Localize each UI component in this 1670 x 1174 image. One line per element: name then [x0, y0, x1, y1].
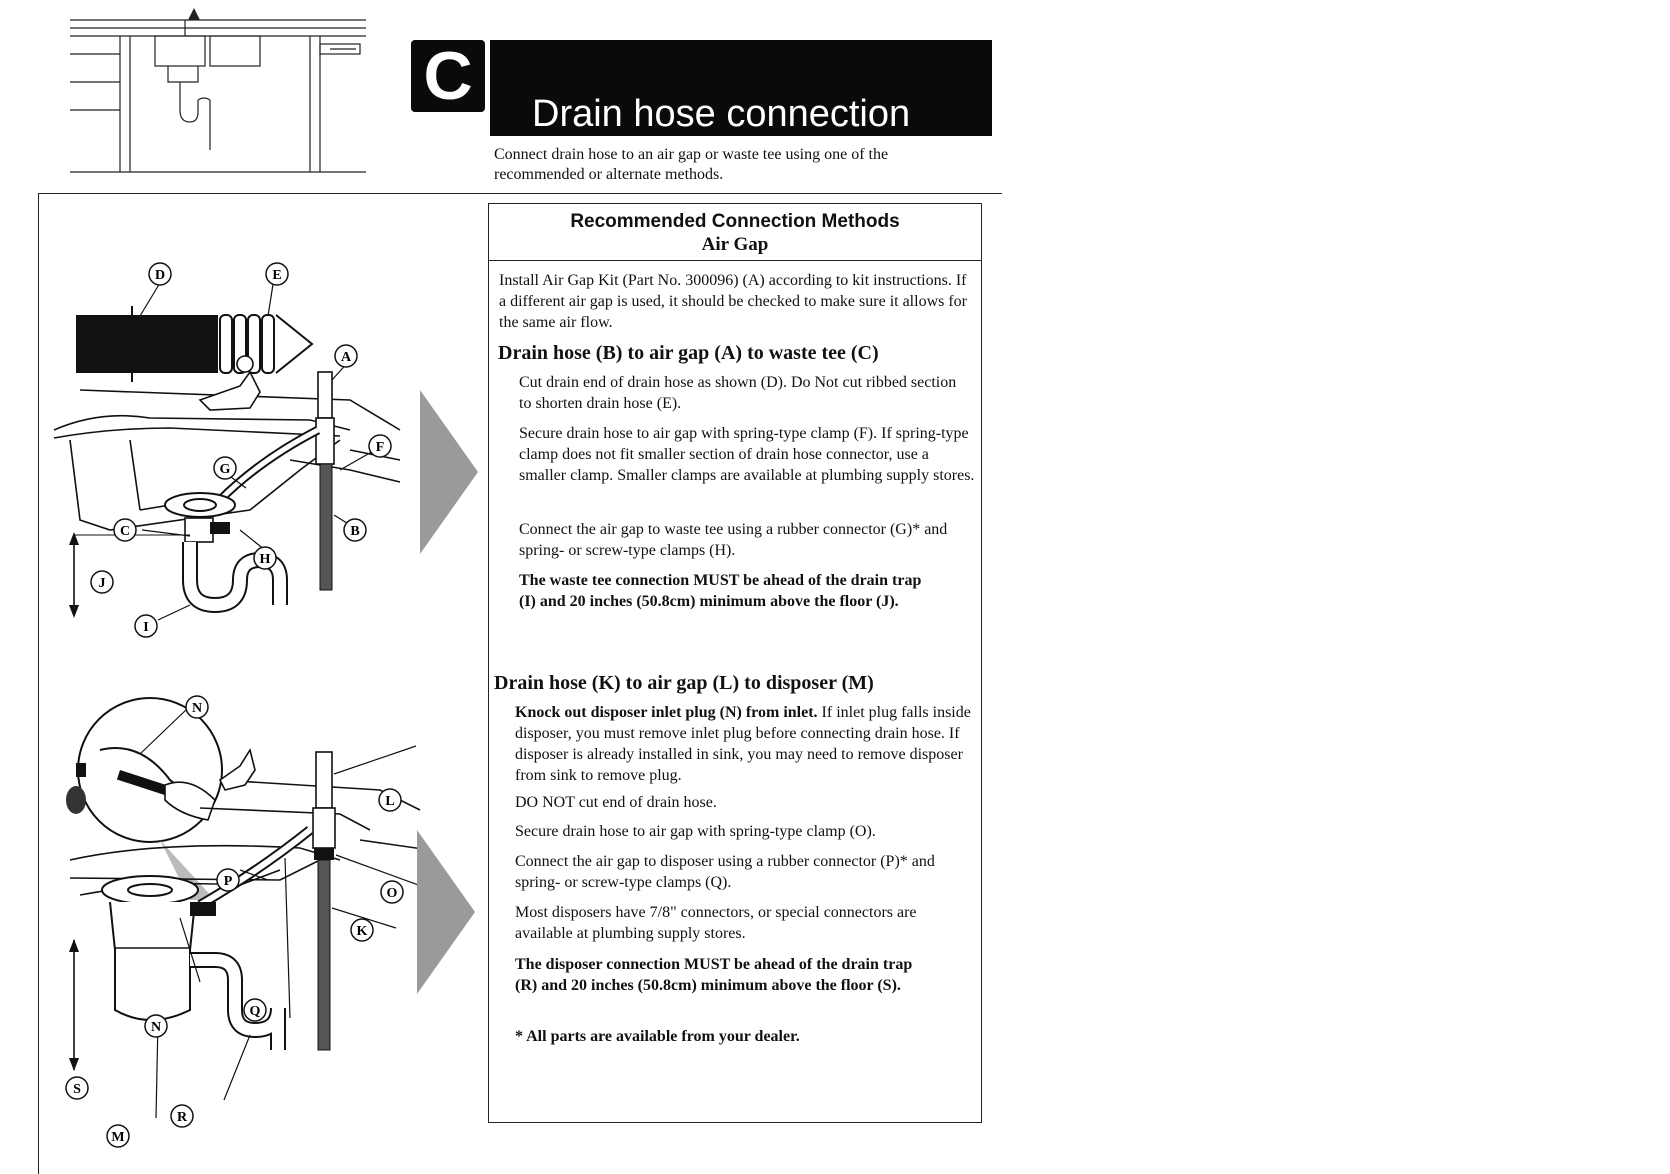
- method2-step1-rest: If inlet plug falls inside disposer, you must remove inlet plug before connecting drain hose. If disposer is already installed in sink, you may need to remove disposer from sink to remove plug.: [515, 704, 971, 784]
- callout-E: E: [272, 268, 282, 283]
- method2-step5: Most disposers have 7/8" connectors, or special connectors are available at plumbing supply stores.: [515, 904, 917, 942]
- callout-H: H: [259, 552, 271, 567]
- callout-N: N: [191, 701, 203, 716]
- section-title-bar: [490, 40, 992, 136]
- intro-text: Connect drain hose to an air gap or waste tee using one of the recommended or alternate methods.: [494, 146, 889, 183]
- disposer-illustration: [40, 690, 430, 1160]
- callout-I: I: [143, 620, 149, 635]
- arrow-bottom: [417, 830, 475, 994]
- method2-warning: The disposer connection MUST be ahead of the drain trap (R) and 20 inches (50.8cm) minimum above the floor (S).: [515, 956, 913, 994]
- callout-D: D: [154, 268, 166, 283]
- callout-R: R: [176, 1110, 188, 1125]
- install-note: Install Air Gap Kit (Part No. 300096) (A) according to kit instructions. If a different air gap is used, it should be checked to make sure it allows for the same air flow.: [499, 272, 968, 331]
- callout-B: B: [350, 524, 360, 539]
- method2-step2: DO NOT cut end of drain hose.: [515, 794, 717, 811]
- callout-P: P: [223, 874, 233, 889]
- arrow-top: [420, 390, 478, 554]
- method1-step3: Connect the air gap to waste tee using a rubber connector (G)* and spring- or screw-type clamps (H).: [519, 521, 948, 559]
- box-subheading: Air Gap: [701, 234, 769, 255]
- callout-Q: Q: [249, 1004, 261, 1019]
- callout-F: F: [375, 440, 385, 455]
- method1-title: Drain hose (B) to air gap (A) to waste tee (C): [498, 342, 879, 364]
- method1-step2: Secure drain hose to air gap with spring-type clamp (F). If spring-type clamp does not fit smaller section of drain hose connector, use a smaller clamp. Smaller clamps are available at plumbing supply stores.: [519, 425, 975, 484]
- sink-cabinet-sketch: [70, 0, 370, 180]
- callout-L: L: [385, 794, 395, 809]
- method2-step1: [515, 702, 971, 786]
- box-heading: Recommended Connection Methods: [570, 211, 900, 232]
- callout-A: A: [340, 350, 352, 365]
- method2-step4: Connect the air gap to disposer using a rubber connector (P)* and spring- or screw-type clamps (Q).: [515, 853, 935, 891]
- callout-J: J: [98, 576, 106, 591]
- section-divider: [38, 193, 1002, 194]
- callout-N-inlet: N: [150, 1020, 162, 1035]
- method1-warning: The waste tee connection MUST be ahead of the drain trap (I) and 20 inches (50.8cm) minimum above the floor (J).: [519, 572, 922, 610]
- callout-C: C: [119, 524, 131, 539]
- parts-note: * All parts are available from your dealer.: [515, 1028, 800, 1045]
- callout-S: S: [73, 1082, 81, 1097]
- waste-tee-illustration: [50, 260, 420, 640]
- method1-step1: Cut drain end of drain hose as shown (D). Do Not cut ribbed section to shorten drain hose (E).: [519, 374, 957, 412]
- method2-title: Drain hose (K) to air gap (L) to disposer (M): [494, 672, 874, 694]
- section-title: Drain hose connection: [532, 93, 911, 135]
- method2-step3: Secure drain hose to air gap with spring-type clamp (O).: [515, 823, 876, 840]
- connection-methods-box: [488, 203, 982, 1123]
- callout-O: O: [386, 886, 398, 901]
- callout-K: K: [356, 924, 368, 939]
- method2-step1-bold: Knock out disposer inlet plug (N) from inlet.: [515, 704, 818, 721]
- box-header: [489, 204, 981, 261]
- left-margin-line: [38, 193, 39, 1174]
- section-letter-badge: C: [411, 40, 485, 112]
- callout-G: G: [219, 462, 231, 477]
- callout-M: M: [111, 1130, 125, 1145]
